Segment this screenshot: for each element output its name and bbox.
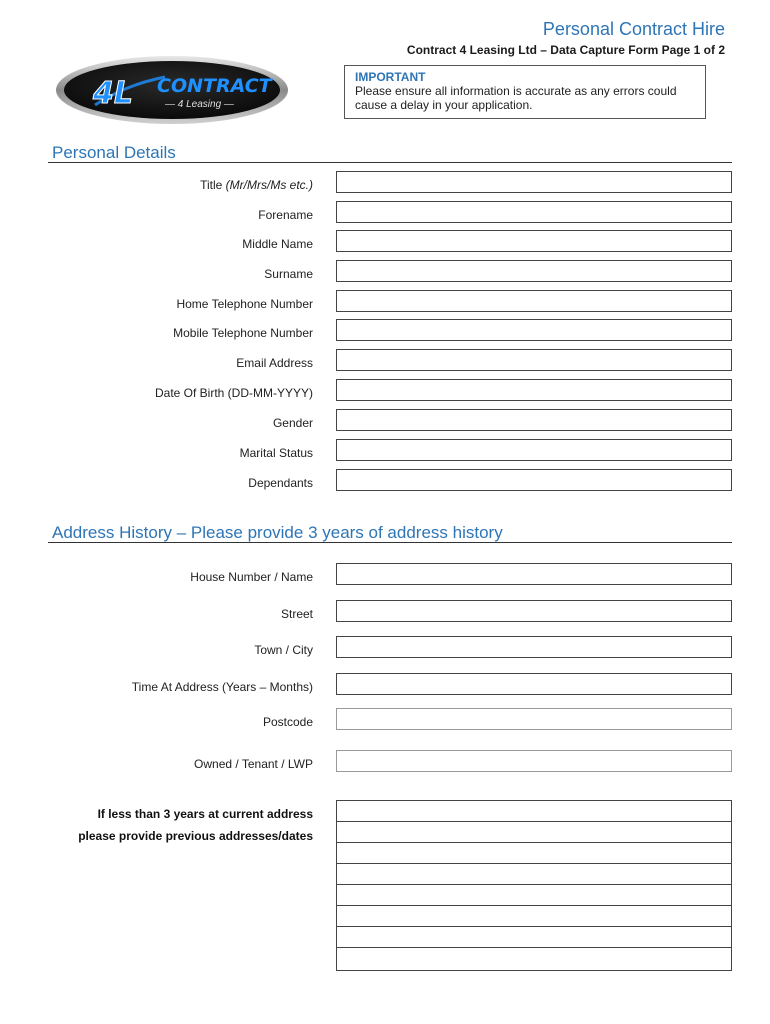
title-label-hint: (Mr/Mrs/Ms etc.)	[225, 178, 313, 192]
previous-address-row[interactable]	[337, 801, 731, 822]
dependants-input[interactable]	[336, 469, 732, 491]
time-at-address-input[interactable]	[336, 673, 732, 695]
previous-address-row[interactable]	[337, 864, 731, 885]
previous-address-row[interactable]	[337, 927, 731, 948]
notice-text: Please ensure all information is accurate as any errors could cause a delay in your application.	[355, 84, 677, 112]
home-telephone-label: Home Telephone Number	[176, 297, 313, 311]
town-city-label: Town / City	[254, 643, 313, 657]
marital-status-input[interactable]	[336, 439, 732, 461]
time-at-address-label: Time At Address (Years – Months)	[131, 680, 313, 694]
forename-label: Forename	[258, 208, 313, 222]
form-subtitle: Contract 4 Leasing Ltd – Data Capture Form Page 1 of 2	[406, 43, 725, 57]
marital-status-label: Marital Status	[239, 446, 313, 460]
section-divider	[48, 542, 732, 543]
mobile-telephone-label: Mobile Telephone Number	[173, 326, 313, 340]
previous-address-instruction-2: please provide previous addresses/dates	[78, 829, 313, 843]
town-city-input[interactable]	[336, 636, 732, 658]
middle-name-label: Middle Name	[242, 237, 313, 251]
street-input[interactable]	[336, 600, 732, 622]
previous-address-row[interactable]	[337, 843, 731, 864]
home-telephone-input[interactable]	[336, 290, 732, 312]
logo-word-leasing: — 4 Leasing —	[165, 99, 234, 110]
previous-address-row[interactable]	[337, 906, 731, 927]
ownership-label: Owned / Tenant / LWP	[194, 757, 313, 771]
title-input[interactable]	[336, 171, 732, 193]
postcode-input[interactable]	[336, 708, 732, 730]
address-history-heading: Address History – Please provide 3 years of address history	[52, 523, 503, 542]
forename-input[interactable]	[336, 201, 732, 223]
logo-word-contract: CONTRACT	[157, 75, 272, 97]
notice-heading: IMPORTANT	[355, 70, 426, 84]
surname-input[interactable]	[336, 260, 732, 282]
title-label-main: Title	[200, 178, 226, 192]
gender-label: Gender	[272, 416, 313, 430]
form-title: Personal Contract Hire	[542, 19, 725, 39]
street-label: Street	[280, 607, 313, 621]
important-notice	[344, 65, 706, 119]
date-of-birth-label: Date Of Birth (DD-MM-YYYY)	[154, 386, 313, 400]
contract-4-leasing-logo	[55, 55, 290, 125]
surname-label: Surname	[264, 267, 313, 281]
previous-address-row[interactable]	[337, 885, 731, 906]
house-number-label: House Number / Name	[190, 570, 313, 584]
middle-name-input[interactable]	[336, 230, 732, 252]
ownership-input[interactable]	[336, 750, 732, 772]
email-label: Email Address	[236, 356, 313, 370]
postcode-label: Postcode	[262, 715, 313, 729]
previous-address-row[interactable]	[337, 948, 731, 969]
personal-details-heading: Personal Details	[52, 143, 176, 162]
gender-input[interactable]	[336, 409, 732, 431]
date-of-birth-input[interactable]	[336, 379, 732, 401]
logo-mark: 4L	[93, 76, 133, 111]
previous-addresses-grid	[336, 800, 732, 971]
previous-address-row[interactable]	[337, 822, 731, 843]
email-input[interactable]	[336, 349, 732, 371]
mobile-telephone-input[interactable]	[336, 319, 732, 341]
previous-address-instruction-1: If less than 3 years at current address	[97, 807, 313, 821]
dependants-label: Dependants	[248, 476, 313, 490]
section-divider	[48, 162, 732, 163]
house-number-input[interactable]	[336, 563, 732, 585]
title-label	[20, 178, 313, 192]
